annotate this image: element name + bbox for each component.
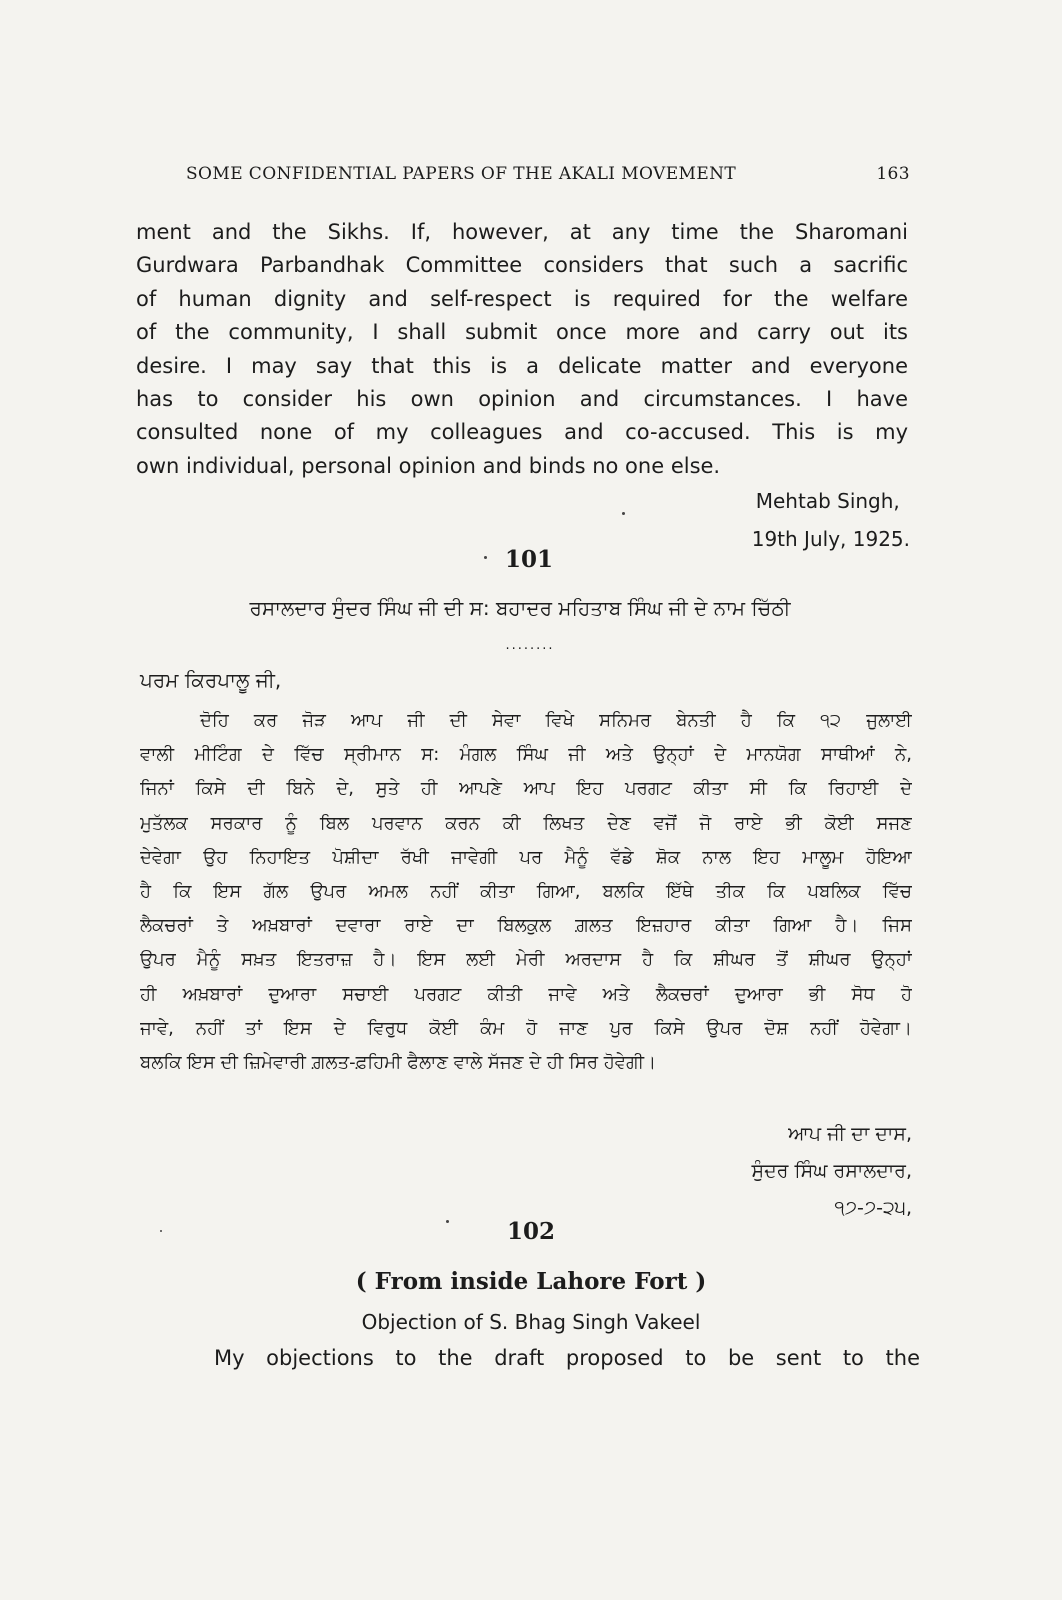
letter-title: ਰਸਾਲਦਾਰ ਸੁੰਦਰ ਸਿੰਘ ਜੀ ਦੀ ਸ: ਬਹਾਦਰ ਮਹਿਤਾਬ ਸਿੰਘ ਜੀ ਦੇ ਨਾਮ ਚਿੱਠੀ [249, 596, 791, 620]
english-paragraph [136, 216, 908, 483]
separator-dots: ........ [505, 638, 555, 653]
document-number-102: 102 [506, 1218, 555, 1245]
paragraph-line: desire. I may say that this is a delicate matter and everyone [136, 353, 908, 378]
letter-line: ਜਿਨਾਂ ਕਿਸੇ ਦੀ ਬਿਨੇ ਦੇ, ਸੁਤੇ ਹੀ ਆਪਣੇ ਆਪ ਇਹ ਪਰਗਟ ਕੀਤਾ ਸੀ ਕਿ ਰਿਹਾਈ ਦੇ [140, 778, 912, 800]
letter-line: ਦੇਵੇਗਾ ਉਹ ਨਿਹਾਇਤ ਪੋਸ਼ੀਦਾ ਰੱਖੀ ਜਾਵੇਗੀ ਪਰ ਮੈਨੂੰ ਵੱਡੇ ਸ਼ੋਕ ਨਾਲ ਇਹ ਮਾਲੂਮ ਹੋਇਆ [140, 846, 912, 868]
print-speck [446, 1220, 449, 1223]
signature-date: 19th July, 1925. [751, 527, 910, 551]
print-speck [160, 1230, 162, 1232]
running-head [186, 164, 910, 192]
letter-body [140, 704, 912, 1080]
closing-signature: ਸੁੰਦਰ ਸਿੰਘ ਰਸਾਲਦਾਰ, [751, 1160, 912, 1182]
letter-line: ਹੈ ਕਿ ਇਸ ਗੱਲ ਉਪਰ ਅਮਲ ਨਹੀਂ ਕੀਤਾ ਗਿਆ, ਬਲਕਿ ਇੱਥੇ ਤੀਕ ਕਿ ਪਬਲਿਕ ਵਿੱਚ [140, 881, 912, 903]
paragraph-line: consulted none of my colleagues and co-accused. This is my [136, 420, 908, 445]
section-subheading: Objection of S. Bhag Singh Vakeel [361, 1310, 701, 1334]
letter-line: ਬਲਕਿ ਇਸ ਦੀ ਜ਼ਿਮੇਵਾਰੀ ਗ਼ਲਤ-ਫ਼ਹਿਮੀ ਫੈਲਾਣ ਵਾਲੇ ਸੱਜਣ ਦੇ ਹੀ ਸਿਰ ਹੋਵੇਗੀ। [140, 1052, 657, 1074]
letter-closing [751, 1116, 912, 1227]
paragraph-line: Gurdwara Parbandhak Committee considers that such a sacrific [136, 253, 908, 278]
paragraph-first-line: My objections to the draft proposed to be sent to the [214, 1346, 920, 1370]
letter-line: ਲੈਕਚਰਾਂ ਤੇ ਅਖ਼ਬਾਰਾਂ ਦਵਾਰਾ ਰਾਏ ਦਾ ਬਿਲਕੁਲ ਗ਼ਲਤ ਇਜ਼ਹਾਰ ਕੀਤਾ ਗਿਆ ਹੈ। ਜਿਸ [140, 915, 912, 937]
letter-line: ਹੀ ਅਖ਼ਬਾਰਾਂ ਦੁਆਰਾ ਸਚਾਈ ਪਰਗਟ ਕੀਤੀ ਜਾਵੇ ਅਤੇ ਲੈਕਚਰਾਂ ਦੁਆਰਾ ਭੀ ਸੋਧ ਹੋ [140, 983, 912, 1005]
document-number-101: 101 [504, 546, 553, 573]
section-heading: ( From inside Lahore Fort ) [355, 1268, 707, 1295]
paragraph-line: own individual, personal opinion and binds no one else. [136, 453, 721, 478]
running-head-title: SOME CONFIDENTIAL PAPERS OF THE AKALI MOVEMENT [186, 164, 737, 184]
closing-date: ੧੭-੭-੨੫, [834, 1197, 912, 1219]
closing-line: ਆਪ ਜੀ ਦਾ ਦਾਸ, [788, 1123, 912, 1145]
print-speck [622, 512, 625, 515]
letter-line: ਉਪਰ ਮੈਨੂੰ ਸਖ਼ਤ ਇਤਰਾਜ਼ ਹੈ। ਇਸ ਲਈ ਮੇਰੀ ਅਰਦਾਸ ਹੈ ਕਿ ਸ਼ੀਘਰ ਤੋਂ ਸ਼ੀਘਰ ਉਨ੍ਹਾਂ [140, 949, 912, 971]
paragraph-line: has to consider his own opinion and circumstances. I have [136, 387, 908, 412]
paragraph-line: of human dignity and self-respect is required for the welfare [136, 286, 908, 311]
paragraph-line: ment and the Sikhs. If, however, at any time the Sharomani [136, 220, 908, 244]
letter-salutation: ਪਰਮ ਕਿਰਪਾਲੂ ਜੀ, [140, 668, 282, 692]
letter-line: ਮੁਤੱਲਕ ਸਰਕਾਰ ਨੂੰ ਬਿਲ ਪਰਵਾਨ ਕਰਨ ਕੀ ਲਿਖਤ ਦੇਣ ਵਜੋਂ ਜੋ ਰਾਏ ਭੀ ਕੋਈ ਸਜਣ [140, 812, 912, 834]
signature-name: Mehtab Singh, [755, 489, 900, 513]
paragraph-line: of the community, I shall submit once more and carry out its [136, 320, 908, 345]
letter-line: ਵਾਲੀ ਮੀਟਿੰਗ ਦੇ ਵਿੱਚ ਸ੍ਰੀਮਾਨ ਸ: ਮੰਗਲ ਸਿੰਘ ਜੀ ਅਤੇ ਉਨ੍ਹਾਂ ਦੇ ਮਾਨਯੋਗ ਸਾਥੀਆਂ ਨੇ, [140, 744, 912, 766]
letter-line: ਜਾਵੇ, ਨਹੀਂ ਤਾਂ ਇਸ ਦੇ ਵਿਰੁਧ ਕੋਈ ਕੰਮ ਹੋ ਜਾਣ ਪੁਰ ਕਿਸੇ ਉਪਰ ਦੋਸ਼ ਨਹੀਂ ਹੋਵੇਗਾ। [140, 1017, 912, 1039]
page-number: 163 [876, 164, 910, 184]
letter-line: ਦੋਹਿ ਕਰ ਜੋੜ ਆਪ ਜੀ ਦੀ ਸੇਵਾ ਵਿਖੇ ਸਨਿਮਰ ਬੇਨਤੀ ਹੈ ਕਿ ੧੨ ਜੁਲਾਈ [200, 710, 912, 731]
print-speck [484, 556, 487, 559]
